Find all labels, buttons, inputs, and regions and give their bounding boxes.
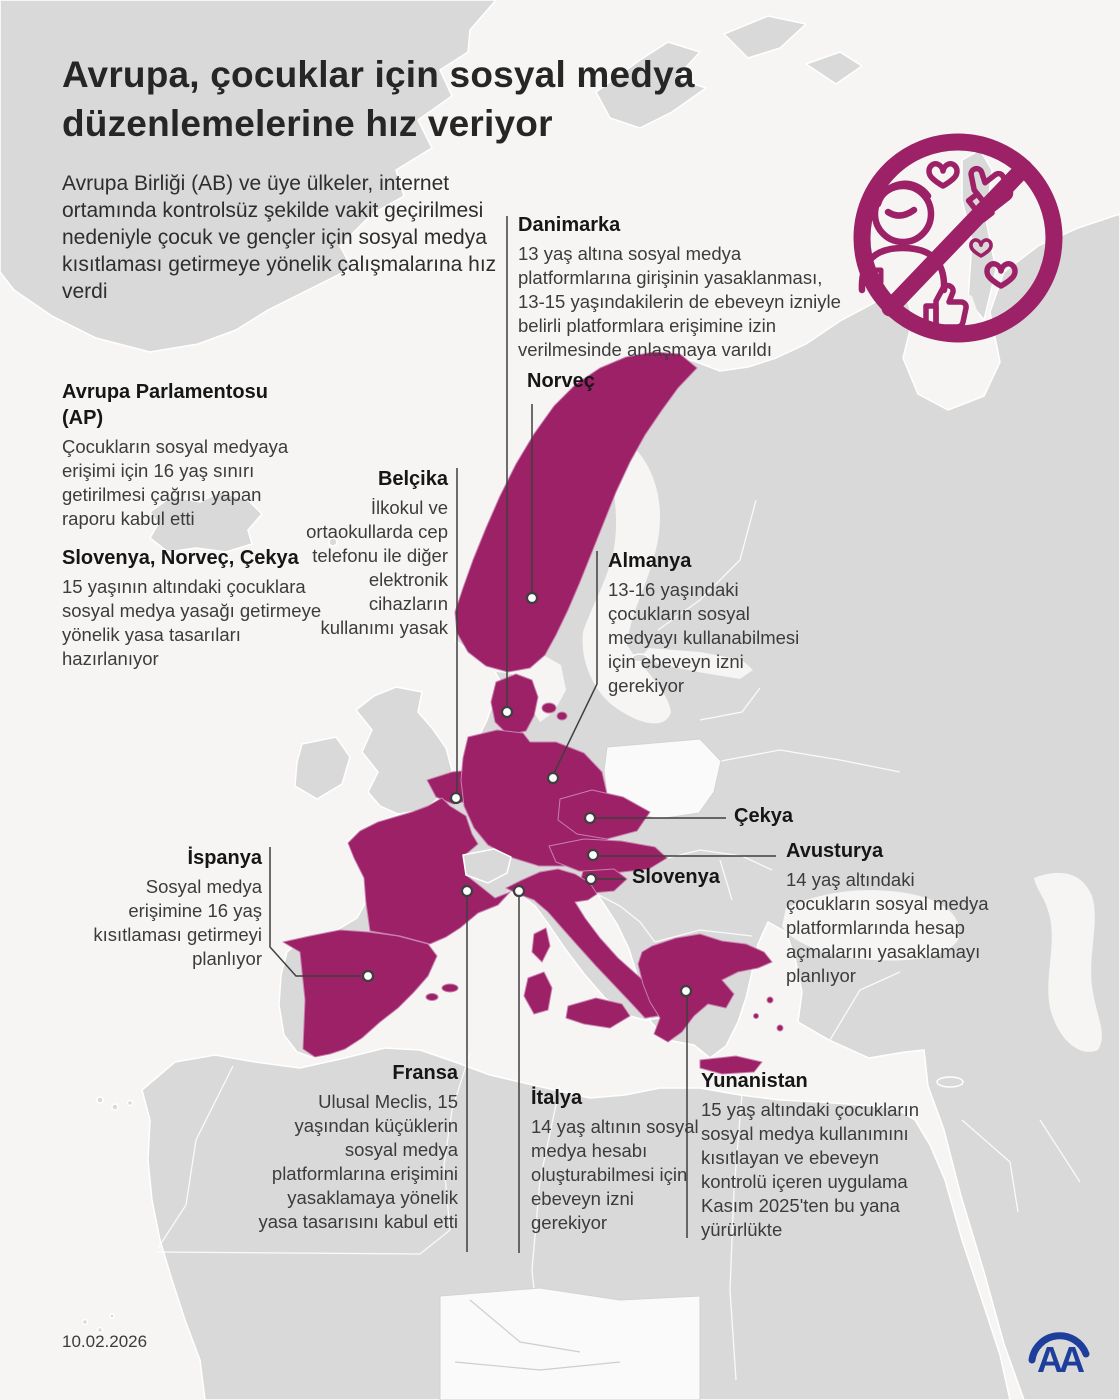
marker-czechia	[585, 813, 595, 823]
map-canary-3	[128, 1101, 133, 1106]
callout-denmark-title: Danimarka	[518, 214, 621, 236]
callout-ap-body: Çocukların sosyal medyaya erişimi için 16 yaş sınırı getirilmesi çağrısı yapan raporu kabul etti	[62, 436, 289, 529]
callout-france-body: Ulusal Meclis, 15 yaşından küçüklerin sosyal medya platformlarına erişimini yasaklamaya yönelik yasa tasarısını kabul etti	[258, 1091, 458, 1232]
intro-paragraph: Avrupa Birliği (AB) ve üye ülkeler, internet ortamında kontrolsüz şekilde vakit geçirilmesi nedeniyle çocuk ve gençler için sosyal medya kısıtlaması getirmeye yönelik çalışmalarına hız verdi	[62, 172, 497, 303]
heart-icon-top	[929, 164, 957, 186]
callout-belgium	[296, 466, 448, 640]
map-aegean-island-3	[754, 1014, 759, 1019]
callout-france	[258, 1060, 458, 1234]
callout-italy-title: İtalya	[531, 1087, 583, 1109]
marker-norway	[527, 593, 537, 603]
callout-germany-body: 13-16 yaşındaki çocukların sosyal medyayı kullanabilmesi için ebeveyn izni gerekiyor	[608, 579, 800, 696]
callout-belgium-title: Belçika	[377, 468, 448, 490]
marker-greece	[681, 986, 691, 996]
map-label-norway: Norveç	[527, 370, 595, 392]
map-canary-2	[112, 1104, 118, 1110]
map-balearic-1	[442, 984, 458, 992]
page-title: Avrupa, çocuklar için sosyal medya düzenlemelerine hız veriyor	[62, 54, 695, 144]
callout-spain-title: İspanya	[187, 847, 262, 869]
map-capeverde-1	[83, 1320, 88, 1325]
callout-denmark-body: 13 yaş altına sosyal medya platformlarına girişinin yasaklanması, 13-15 yaşındakilerin de ebeveyn izniyle belirli platformlara erişimine izin verilmesinde anlaşmaya varıldı	[518, 243, 841, 360]
callout-germany-title: Almanya	[608, 550, 692, 572]
marker-spain	[363, 971, 373, 981]
map-cyprus	[937, 1077, 963, 1087]
map-label-slovenia: Slovenya	[632, 866, 720, 888]
marker-austria	[588, 850, 598, 860]
callout-countries-note-body: 15 yaşının altındaki çocuklara sosyal medya yasağı getirmeye yönelik yasa tasarıları hazırlanıyor	[62, 576, 322, 669]
callout-greece-body: 15 yaş altındaki çocukların sosyal medya kullanımını kısıtlayan ve ebeveyn kontrolü içeren uygulama Kasım 2025'ten bu yana yürürlükte	[701, 1099, 920, 1240]
callout-greece	[701, 1068, 919, 1242]
map-corsica	[532, 928, 550, 962]
callout-denmark	[518, 212, 850, 362]
callout-countries-note	[62, 545, 324, 671]
map-sardinia	[524, 972, 552, 1014]
marker-slovenia	[586, 874, 596, 884]
callout-france-title: Fransa	[392, 1062, 458, 1084]
marker-france	[462, 886, 472, 896]
map-label-czechia: Çekya	[734, 805, 793, 827]
marker-belgium	[451, 793, 461, 803]
callout-belgium-body: İlkokul ve ortaokullarda cep telefonu ile diğer elektronik cihazların kullanımı yasak	[306, 497, 448, 638]
aa-logo	[1032, 1336, 1086, 1380]
marker-denmark	[502, 707, 512, 717]
callout-ap	[62, 379, 310, 531]
callout-spain-body: Sosyal medya erişimine 16 yaş kısıtlaması getirmeyi planlıyor	[93, 876, 262, 969]
callout-ap-title: Avrupa Parlamentosu (AP)	[62, 381, 268, 429]
map-aegean-island-2	[777, 1025, 783, 1031]
map-denmark-island-2	[557, 712, 567, 720]
marker-italy	[514, 886, 524, 896]
callout-spain	[77, 845, 262, 971]
callout-germany	[608, 548, 818, 698]
callout-countries-note-title: Slovenya, Norveç, Çekya	[62, 547, 299, 569]
callout-italy	[531, 1085, 699, 1235]
map-balearic-2	[426, 994, 438, 1001]
map-ireland	[295, 737, 350, 799]
date-stamp: 10.02.2026	[62, 1332, 148, 1351]
map-capeverde-3	[110, 1314, 114, 1318]
map-canary-1	[97, 1097, 103, 1103]
map-aegean-island-1	[767, 997, 773, 1003]
callout-italy-body: 14 yaş altının sosyal medya hesabı oluşturabilmesi için ebeveyn izni gerekiyor	[531, 1116, 699, 1233]
callout-austria	[786, 838, 1001, 988]
marker-germany	[548, 773, 558, 783]
map-denmark-island-1	[542, 703, 556, 713]
aa-logo-text: AA	[1037, 1339, 1081, 1380]
callout-greece-title: Yunanistan	[701, 1070, 808, 1092]
callout-austria-title: Avusturya	[786, 840, 884, 862]
map-west-africa	[440, 1288, 700, 1400]
callout-austria-body: 14 yaş altındaki çocukların sosyal medya platformlarında hesap açmalarını yasaklamayı planlıyor	[786, 869, 989, 986]
map-country-spain	[283, 930, 437, 1057]
